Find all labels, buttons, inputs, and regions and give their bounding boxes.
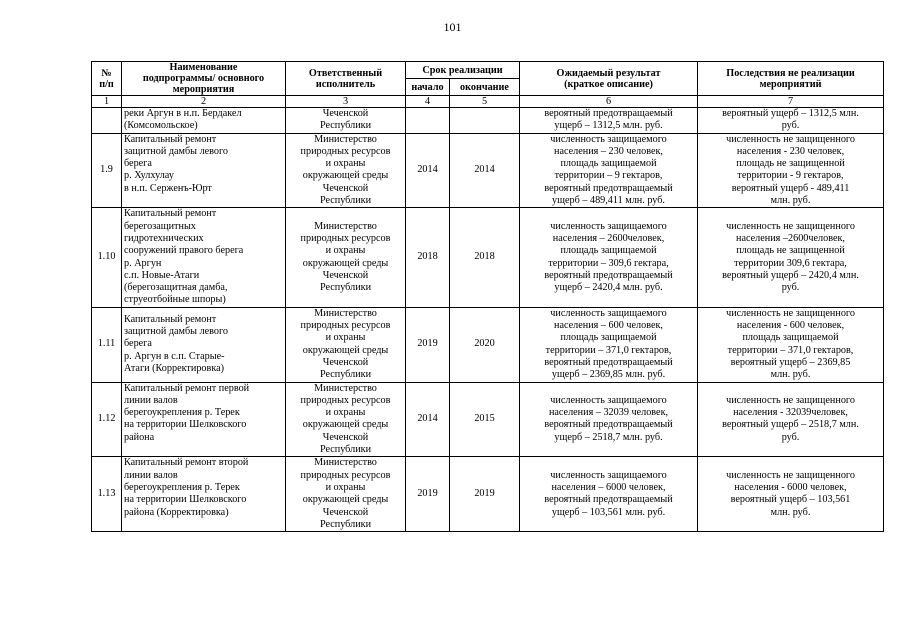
row-name: Капитальный ремонт защитной дамбы левого берега р. Хулхулау в н.п. Серженъ-Юрт (122, 133, 286, 208)
row-name: реки Аргун в н.п. Бердакел (Комсомольское) (122, 108, 286, 134)
measures-table (91, 61, 884, 532)
row-end: 2018 (450, 208, 520, 307)
row-start: 2014 (406, 133, 450, 208)
header-row (92, 62, 884, 79)
row-end: 2014 (450, 133, 520, 208)
header-name: Наименование подпрограммы/ основного мероприятия (122, 62, 286, 96)
table-row (92, 457, 884, 532)
row-consequences: численность не защищенного населения - 32039человек, вероятный ущерб – 2518,7 млн. руб. (698, 382, 884, 457)
header-period: Срок реализации (406, 62, 520, 79)
row-number: 1.11 (92, 307, 122, 382)
row-name: Капитальный ремонт защитной дамбы левого берега р. Аргун в с.п. Старые- Атаги (Корректировка) (122, 307, 286, 382)
row-consequences: численность не защищенного населения - 6000 человек, вероятный ущерб – 103,561 млн. руб. (698, 457, 884, 532)
header-end: окончание (450, 79, 520, 96)
row-start: 2019 (406, 457, 450, 532)
row-end: 2019 (450, 457, 520, 532)
header-executor: Ответственный исполнитель (286, 62, 406, 96)
header-consequences: Последствия не реализации мероприятий (698, 62, 884, 96)
row-name: Капитальный ремонт второй линии валов берегоукрепления р. Терек на территории Шелковского района (Корректировка) (122, 457, 286, 532)
row-result: численность защищаемого населения – 600 человек, площадь защищаемой территории – 371,0 гектаров, вероятный предотвращаемый ущерб – 2369,85 млн. руб. (520, 307, 698, 382)
row-start: 2014 (406, 382, 450, 457)
row-start (406, 108, 450, 134)
row-name: Капитальный ремонт берегозащитных гидротехнических сооружений правого берега р. Аргун с.п. Новые-Атаги (берегозащитная дамба, струеотбойные шпоры) (122, 208, 286, 307)
row-executor: Чеченской Республики (286, 108, 406, 134)
column-number: 4 (406, 96, 450, 108)
column-number: 3 (286, 96, 406, 108)
row-start: 2018 (406, 208, 450, 307)
table-row (92, 382, 884, 457)
row-executor: Министерство природных ресурсов и охраны окружающей среды Чеченской Республики (286, 382, 406, 457)
column-number: 1 (92, 96, 122, 108)
table-row (92, 108, 884, 134)
column-number: 2 (122, 96, 286, 108)
row-result: численность защищаемого населения – 6000 человек, вероятный предотвращаемый ущерб – 103,561 млн. руб. (520, 457, 698, 532)
row-consequences: численность не защищенного населения - 600 человек, площадь защищаемой территории – 371,0 гектаров, вероятный ущерб – 2369,85 млн. руб. (698, 307, 884, 382)
row-executor: Министерство природных ресурсов и охраны окружающей среды Чеченской Республики (286, 307, 406, 382)
row-number (92, 108, 122, 134)
row-number: 1.9 (92, 133, 122, 208)
row-start: 2019 (406, 307, 450, 382)
row-consequences: численность не защищенного населения –2600человек, площадь не защищенной территории 309,6 гектара, вероятный ущерб – 2420,4 млн. руб. (698, 208, 884, 307)
page-number: 101 (443, 20, 462, 34)
table-row (92, 307, 884, 382)
row-result: численность защищаемого населения – 230 человек, площадь защищаемой территории – 9 гектаров, вероятный предотвращаемый ущерб – 489,411 млн. руб. (520, 133, 698, 208)
row-end: 2015 (450, 382, 520, 457)
row-end (450, 108, 520, 134)
table-row (92, 208, 884, 307)
row-consequences: численность не защищенного населения - 230 человек, площадь не защищенной территории - 9 гектаров, вероятный ущерб - 489,411 млн. руб. (698, 133, 884, 208)
row-executor: Министерство природных ресурсов и охраны окружающей среды Чеченской Республики (286, 133, 406, 208)
row-number: 1.13 (92, 457, 122, 532)
row-name: Капитальный ремонт первой линии валов берегоукрепления р. Терек на территории Шелковского района (122, 382, 286, 457)
header-result: Ожидаемый результат (краткое описание) (520, 62, 698, 96)
row-result: численность защищаемого населения – 32039 человек, вероятный предотвращаемый ущерб – 2518,7 млн. руб. (520, 382, 698, 457)
row-consequences: вероятный ущерб – 1312,5 млн. руб. (698, 108, 884, 134)
column-number: 7 (698, 96, 884, 108)
column-number-row (92, 96, 884, 108)
header-num: № п/п (92, 62, 122, 96)
row-number: 1.12 (92, 382, 122, 457)
row-executor: Министерство природных ресурсов и охраны окружающей среды Чеченской Республики (286, 208, 406, 307)
header-start: начало (406, 79, 450, 96)
row-result: численность защищаемого населения – 2600человек, площадь защищаемой территории – 309,6 гектара, вероятный предотвращаемый ущерб – 2420,4 млн. руб. (520, 208, 698, 307)
column-number: 6 (520, 96, 698, 108)
row-result: вероятный предотвращаемый ущерб – 1312,5 млн. руб. (520, 108, 698, 134)
row-number: 1.10 (92, 208, 122, 307)
row-end: 2020 (450, 307, 520, 382)
table-row (92, 133, 884, 208)
row-executor: Министерство природных ресурсов и охраны окружающей среды Чеченской Республики (286, 457, 406, 532)
column-number: 5 (450, 96, 520, 108)
